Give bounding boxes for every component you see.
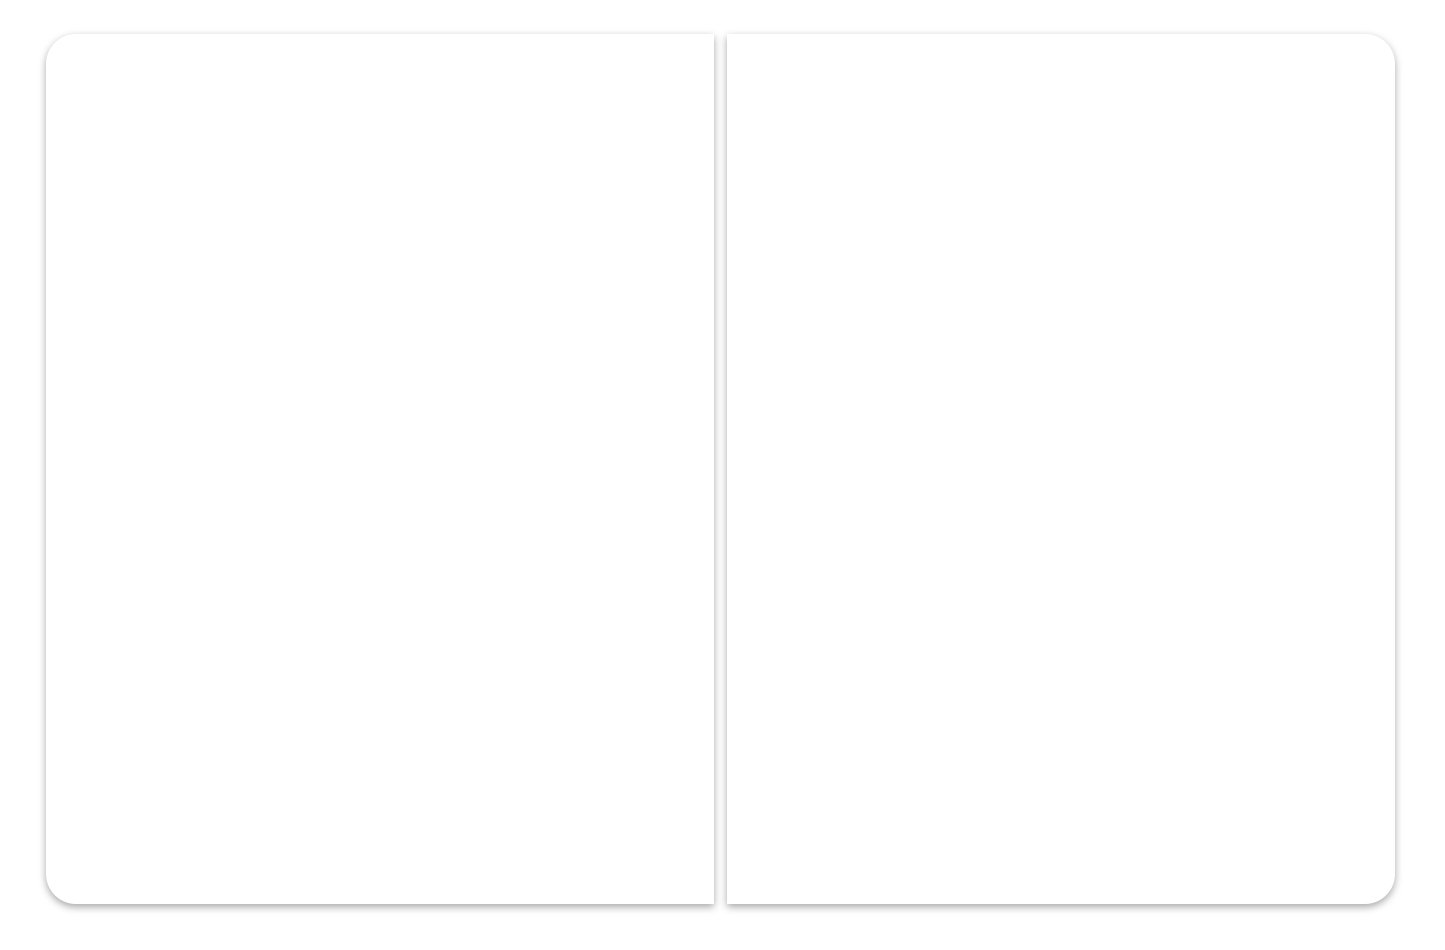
- right-page: [727, 34, 1395, 904]
- left-page: [46, 34, 714, 904]
